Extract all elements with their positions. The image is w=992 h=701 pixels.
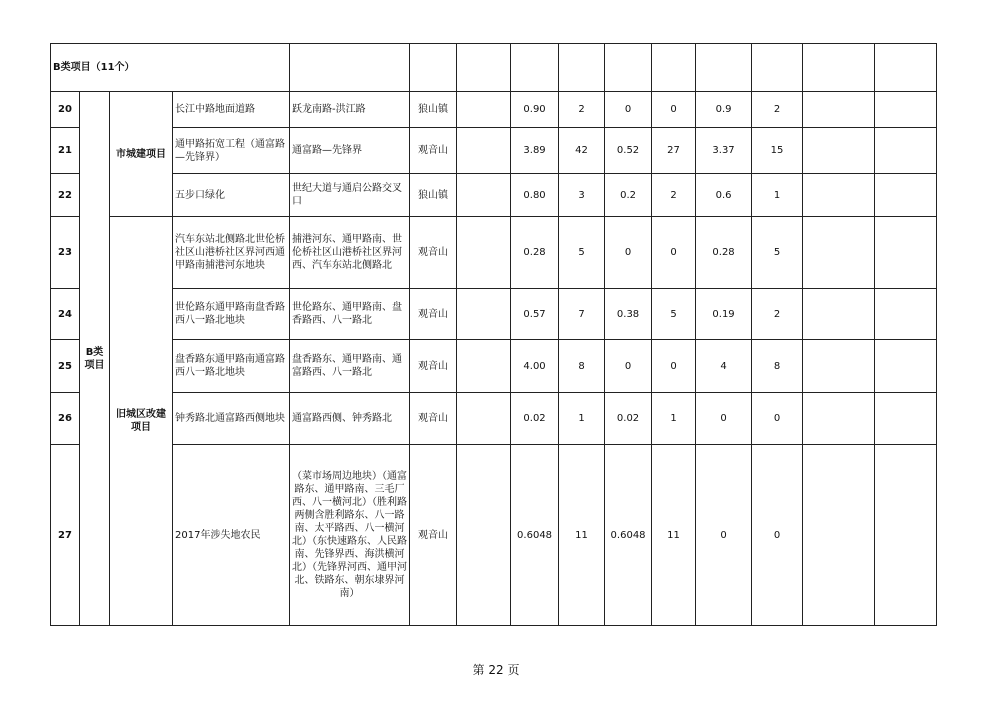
group-old-cell [110,217,173,626]
page-footer: 第 22 页 [472,663,520,677]
value-4: 5 [652,289,696,340]
value-5: 0.28 [696,217,752,289]
project-name: 钟秀路北通富路西侧地块 [173,393,290,445]
value-3: 0.52 [605,128,652,174]
value-6: 8 [752,340,803,393]
value-1: 0.02 [511,393,559,445]
value-4: 1 [652,393,696,445]
project-scope: 世伦路东、通甲路南、盘香路西、八一路北 [290,289,410,340]
value-4: 2 [652,174,696,217]
value-3: 0 [605,92,652,128]
value-6: 2 [752,289,803,340]
project-table [50,43,937,626]
value-5: 0 [696,445,752,626]
value-1: 4.00 [511,340,559,393]
town: 观音山 [410,289,457,340]
value-4: 11 [652,445,696,626]
value-1: 0.80 [511,174,559,217]
value-6: 0 [752,393,803,445]
value-5: 3.37 [696,128,752,174]
value-6: 2 [752,92,803,128]
value-2: 3 [559,174,605,217]
project-name: 五步口绿化 [173,174,290,217]
town: 观音山 [410,393,457,445]
group-city-label: 市城建项目 [110,92,173,217]
project-scope: 捕港河东、通甲路南、世伦桥社区山港桥社区界河西、汽车东站北侧路北 [290,217,410,289]
value-3: 0.6048 [605,445,652,626]
value-2: 1 [559,393,605,445]
project-scope: 世纪大道与通启公路交叉口 [290,174,410,217]
project-name: 汽车东站北侧路北世伦桥社区山港桥社区界河西通甲路南捕港河东地块 [173,217,290,289]
row-number: 26 [51,393,80,445]
group-old-label: 旧城区改建项目 [116,409,166,433]
value-2: 7 [559,289,605,340]
town: 观音山 [410,340,457,393]
value-4: 0 [652,92,696,128]
value-2: 8 [559,340,605,393]
project-name: 世伦路东通甲路南盘香路西八一路北地块 [173,289,290,340]
table-row [51,393,937,445]
project-scope: （菜市场周边地块）（通富路东、通甲路南、三毛厂西、八一横河北）（胜利路两侧含胜利路东、八一路南、太平路西、八一横河北）（东快速路东、人民路南、先锋界西、海洪横河北）（先锋界河西、通甲河北、铁路东、朝东埭界河南） [290,445,410,626]
table-row [51,174,937,217]
value-2: 11 [559,445,605,626]
value-3: 0 [605,217,652,289]
table-row [51,289,937,340]
project-name: 长江中路地面道路 [173,92,290,128]
project-name: 盘香路东通甲路南通富路西八一路北地块 [173,340,290,393]
value-5: 0.9 [696,92,752,128]
value-5: 0.6 [696,174,752,217]
value-2: 42 [559,128,605,174]
value-4: 27 [652,128,696,174]
town: 观音山 [410,128,457,174]
table-row [51,92,937,128]
town: 观音山 [410,445,457,626]
value-3: 0 [605,340,652,393]
town: 观音山 [410,217,457,289]
value-6: 15 [752,128,803,174]
project-scope: 通富路—先锋界 [290,128,410,174]
value-5: 0 [696,393,752,445]
project-scope: 通富路西侧、钟秀路北 [290,393,410,445]
table-row [51,445,937,626]
value-5: 0.19 [696,289,752,340]
value-3: 0.38 [605,289,652,340]
row-number: 23 [51,217,80,289]
row-number: 22 [51,174,80,217]
table-row [51,340,937,393]
value-1: 3.89 [511,128,559,174]
value-1: 0.28 [511,217,559,289]
value-5: 4 [696,340,752,393]
section-header-row [51,44,937,92]
category-b-label: B类项目 [84,346,105,371]
project-name: 2017年涉失地农民 [173,445,290,626]
project-name: 通甲路拓宽工程（通富路—先锋界） [173,128,290,174]
value-2: 5 [559,217,605,289]
section-title: B类项目（11个） [51,44,290,92]
value-1: 0.90 [511,92,559,128]
value-3: 0.2 [605,174,652,217]
value-3: 0.02 [605,393,652,445]
value-4: 0 [652,217,696,289]
value-6: 1 [752,174,803,217]
row-number: 21 [51,128,80,174]
row-number: 24 [51,289,80,340]
value-6: 0 [752,445,803,626]
value-6: 5 [752,217,803,289]
row-number: 20 [51,92,80,128]
town: 狼山镇 [410,174,457,217]
value-1: 0.57 [511,289,559,340]
row-number: 27 [51,445,80,626]
project-scope: 盘香路东、通甲路南、通富路西、八一路北 [290,340,410,393]
row-number: 25 [51,340,80,393]
table-row [51,128,937,174]
category-b-cell [80,92,110,626]
project-scope: 跃龙南路-洪江路 [290,92,410,128]
value-2: 2 [559,92,605,128]
table-row [51,217,937,289]
value-1: 0.6048 [511,445,559,626]
value-4: 0 [652,340,696,393]
town: 狼山镇 [410,92,457,128]
